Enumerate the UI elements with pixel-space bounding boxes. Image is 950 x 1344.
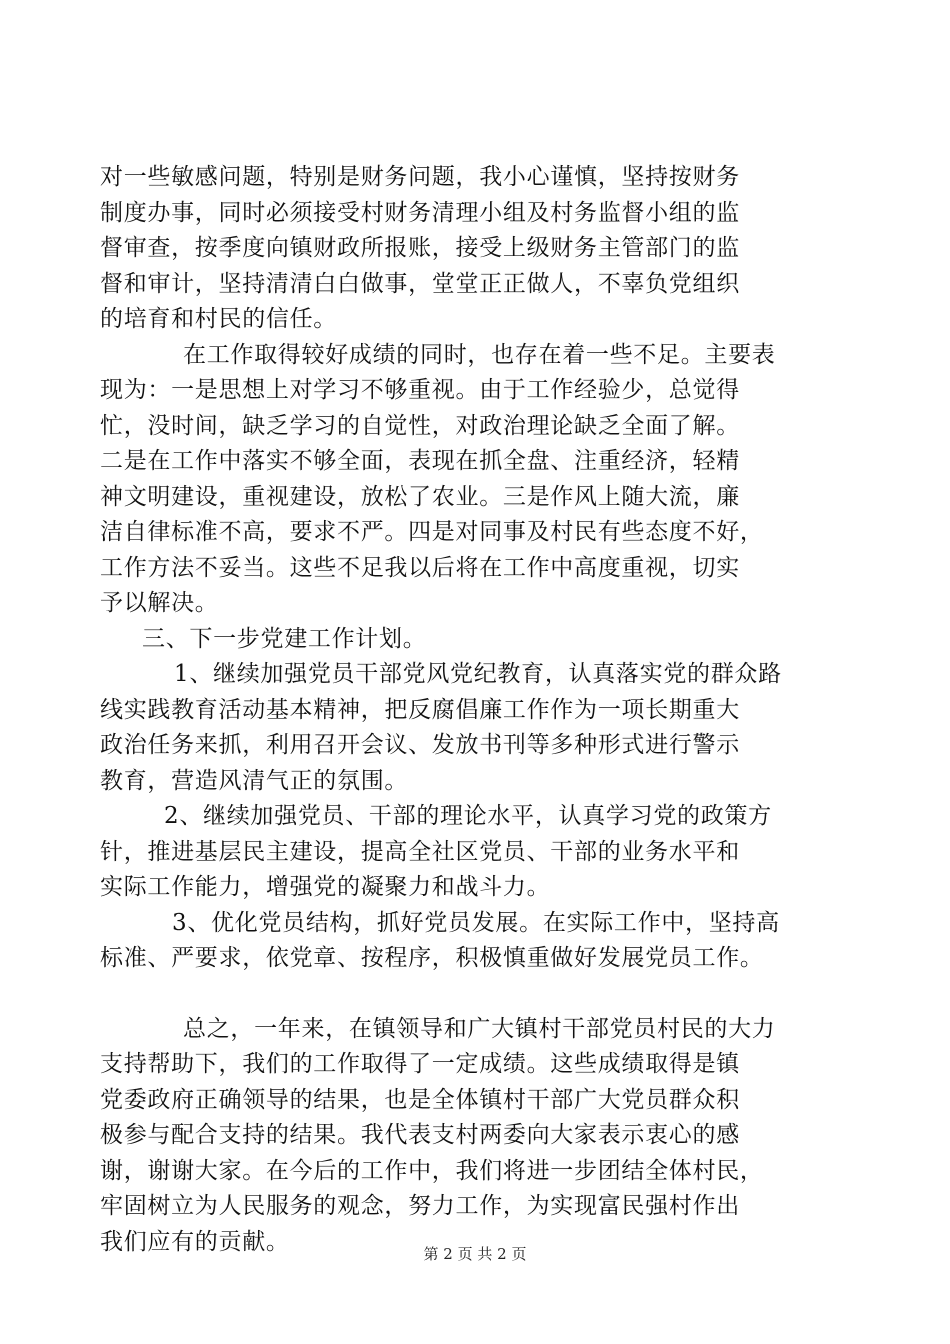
text-line: 1、继续加强党员干部党风党纪教育，认真落实党的群众路 <box>174 661 782 687</box>
paragraph-finance <box>100 160 860 338</box>
section-heading: 三、下一步党建工作计划。 <box>142 625 427 652</box>
text-line: 党委政府正确领导的结果，也是全体镇村干部广大党员群众积 <box>100 1086 740 1113</box>
text-line: 现为：一是思想上对学习不够重视。由于工作经验少，总觉得 <box>100 377 740 403</box>
text-line: 支持帮助下，我们的工作取得了一定成绩。这些成绩取得是镇 <box>100 1051 740 1077</box>
text-line: 我们应有的贡献。 <box>100 1228 290 1255</box>
text-line: 实际工作能力，增强党的凝聚力和战斗力。 <box>100 874 551 900</box>
text-line: 在工作取得较好成绩的同时，也存在着一些不足。主要表 <box>183 341 776 368</box>
text-line: 线实践教育活动基本精神，把反腐倡廉工作作为一项长期重大 <box>100 696 740 723</box>
text-line: 针，推进基层民主建设，提高全社区党员、干部的业务水平和 <box>100 838 740 865</box>
text-line: 的培育和村民的信任。 <box>100 306 337 332</box>
plan-item-1 <box>100 657 860 799</box>
text-line: 洁自律标准不高，要求不严。四是对同事及村民有些态度不好， <box>100 519 764 545</box>
paragraph-gap <box>100 977 860 1012</box>
text-line: 谢，谢谢大家。在今后的工作中，我们将进一步团结全体村民， <box>100 1157 764 1184</box>
text-line: 督审查，按季度向镇财政所报账，接受上级财务主管部门的监 <box>100 235 740 261</box>
text-line: 对一些敏感问题，特别是财务问题，我小心谨慎，坚持按财务 <box>100 164 740 190</box>
text-line: 极参与配合支持的结果。我代表支村两委向大家表示衷心的感 <box>100 1122 740 1148</box>
page-number-footer: 第 2 页 共 2 页 <box>423 1245 527 1263</box>
text-line: 神文明建设，重视建设，放松了农业。三是作风上随大流，廉 <box>100 483 740 510</box>
text-line: 标准、严要求，依党章、按程序，积极慎重做好发展党员工作。 <box>100 945 764 971</box>
plan-item-3 <box>100 906 860 977</box>
document-body <box>100 160 860 1260</box>
text-line: 忙，没时间，缺乏学习的自觉性，对政治理论缺乏全面了解。 <box>100 412 740 439</box>
text-line: 教育，营造风清气正的氛围。 <box>100 767 409 794</box>
text-line: 制度办事，同时必须接受村财务清理小组及村务监督小组的监 <box>100 199 740 226</box>
text-line: 2、继续加强党员、干部的理论水平，认真学习党的政策方 <box>164 803 772 829</box>
text-line: 政治任务来抓，利用召开会议、发放书刊等多种形式进行警示 <box>100 732 740 758</box>
text-line: 二是在工作中落实不够全面，表现在抓全盘、注重经济，轻精 <box>100 448 740 474</box>
plan-item-2 <box>100 799 860 906</box>
text-line: 工作方法不妥当。这些不足我以后将在工作中高度重视，切实 <box>100 554 740 581</box>
text-line: 3、优化党员结构，抓好党员发展。在实际工作中，坚持高 <box>172 909 780 936</box>
text-line: 予以解决。 <box>100 590 219 616</box>
paragraph-shortcomings <box>100 338 860 622</box>
text-line: 牢固树立为人民服务的观念，努力工作，为实现富民强村作出 <box>100 1193 740 1219</box>
paragraph-conclusion <box>100 1012 860 1261</box>
text-line: 督和审计，坚持清清白白做事，堂堂正正做人，不辜负党组织 <box>100 270 740 297</box>
text-line: 总之，一年来，在镇领导和广大镇村干部党员村民的大力 <box>183 1015 776 1042</box>
